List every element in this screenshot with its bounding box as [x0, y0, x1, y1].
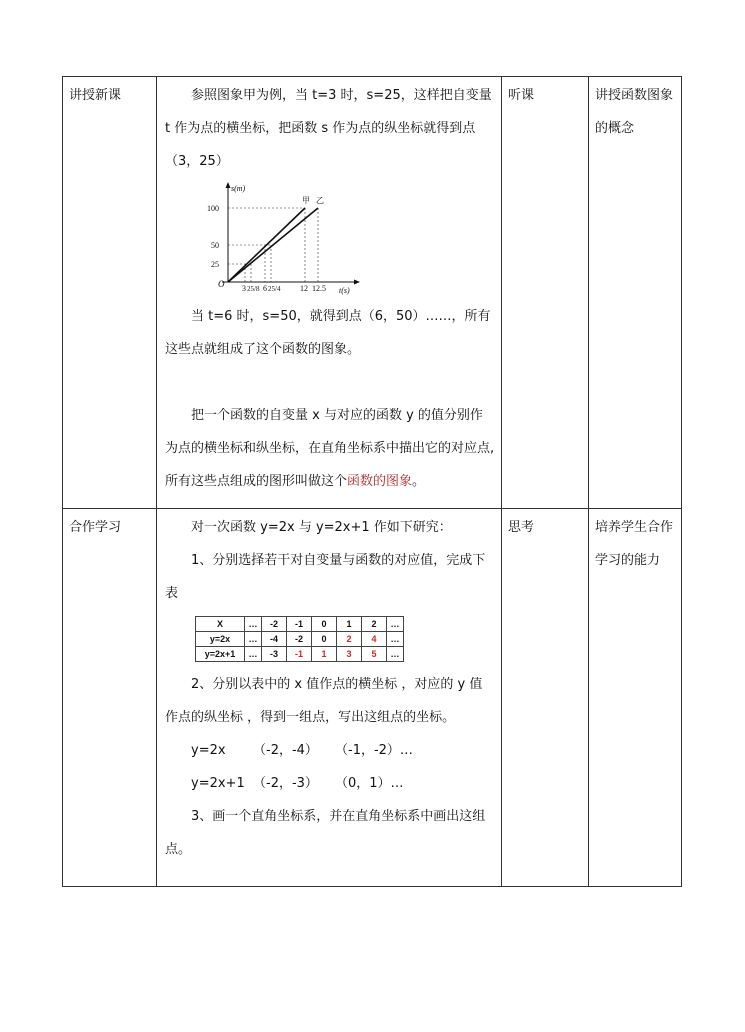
line-jia: [228, 208, 305, 282]
y-tick-100: 100: [207, 204, 219, 213]
value-table-header: X … -2 -1 0 1 2 …: [196, 617, 404, 632]
line-label-jia: 甲: [302, 196, 310, 205]
x-tick-25-4: 25/4: [268, 285, 281, 293]
student-activity: 听课: [508, 88, 535, 103]
y-axis-arrow: [226, 182, 231, 188]
table-row: [63, 509, 682, 887]
design-intent: 培养学生合作学习的能力: [595, 520, 674, 568]
x-tick-12: 12: [300, 284, 308, 293]
design-intent: 讲授函数图象的概念: [595, 88, 674, 136]
section-label: 讲授新课: [69, 88, 122, 103]
coords-line-2: y=2x+1 （-2，-3） （0，1）…: [191, 776, 404, 791]
x-tick-3: 3: [242, 284, 246, 293]
x-tick-25-8: 25/8: [247, 285, 260, 293]
value-table-row: y=2x … -4 -2 0 2 4 …: [196, 632, 404, 647]
x-axis-arrow: [354, 280, 360, 285]
x-axis-label: t(s): [339, 286, 350, 295]
value-table: [195, 616, 404, 662]
student-activity: 思考: [508, 520, 535, 535]
x-tick-6: 6: [263, 284, 267, 293]
distance-time-graph: [205, 180, 495, 300]
graph-svg: [205, 180, 365, 298]
design-intent-cell: [589, 509, 682, 887]
y-tick-50: 50: [211, 241, 219, 250]
point-paragraph: 当 t=6 时，s=50，就得到点（6，50）……，所有这些点就组成了这个函数的图象。: [165, 309, 491, 357]
y-axis-label: s(m): [231, 184, 246, 193]
value-table-row: y=2x+1 … -3 -1 1 3 5 …: [196, 647, 404, 662]
task-paragraph: 对一次函数 y=2x 与 y=2x+1 作如下研究：: [191, 520, 452, 535]
lesson-table: [62, 76, 682, 887]
coords-line-1: y=2x （-2，-4） （-1，-2）…: [191, 743, 413, 758]
table-row: [63, 77, 682, 509]
section-cell: [63, 509, 157, 887]
key-term: 函数的图象: [347, 474, 413, 489]
line-label-yi: 乙: [316, 196, 324, 205]
y-tick-25: 25: [211, 260, 219, 269]
student-activity-cell: [502, 77, 589, 509]
origin-label: O: [218, 279, 225, 289]
intro-paragraph: 参照图象甲为例，当 t=3 时，s=25，这样把自变量 t 作为点的横坐标，把函数 s 作为点的纵坐标就得到点（3，25）: [165, 88, 492, 169]
section-cell: [63, 77, 157, 509]
content-cell: [157, 509, 502, 887]
step1-paragraph: 1、分别选择若干对自变量与函数的对应值，完成下表: [165, 553, 486, 601]
definition-paragraph: 把一个函数的自变量 x 与对应的函数 y 的值分别作为点的横坐标和纵坐标，在直角坐标系中描出它的对应点,所有这些点组成的图形叫做这个函数的图象。: [165, 408, 495, 489]
step2-paragraph: 2、分别以表中的 x 值作点的横坐标 ，对应的 y 值作点的纵坐标 ，得到一组点，写出这组点的坐标。: [165, 677, 483, 725]
step3-paragraph: 3、画一个直角坐标系，并在直角坐标系中画出这组点。: [165, 809, 486, 857]
design-intent-cell: [589, 77, 682, 509]
section-label: 合作学习: [69, 520, 122, 535]
x-tick-12-5: 12.5: [312, 284, 326, 293]
student-activity-cell: [502, 509, 589, 887]
content-cell: [157, 77, 502, 509]
